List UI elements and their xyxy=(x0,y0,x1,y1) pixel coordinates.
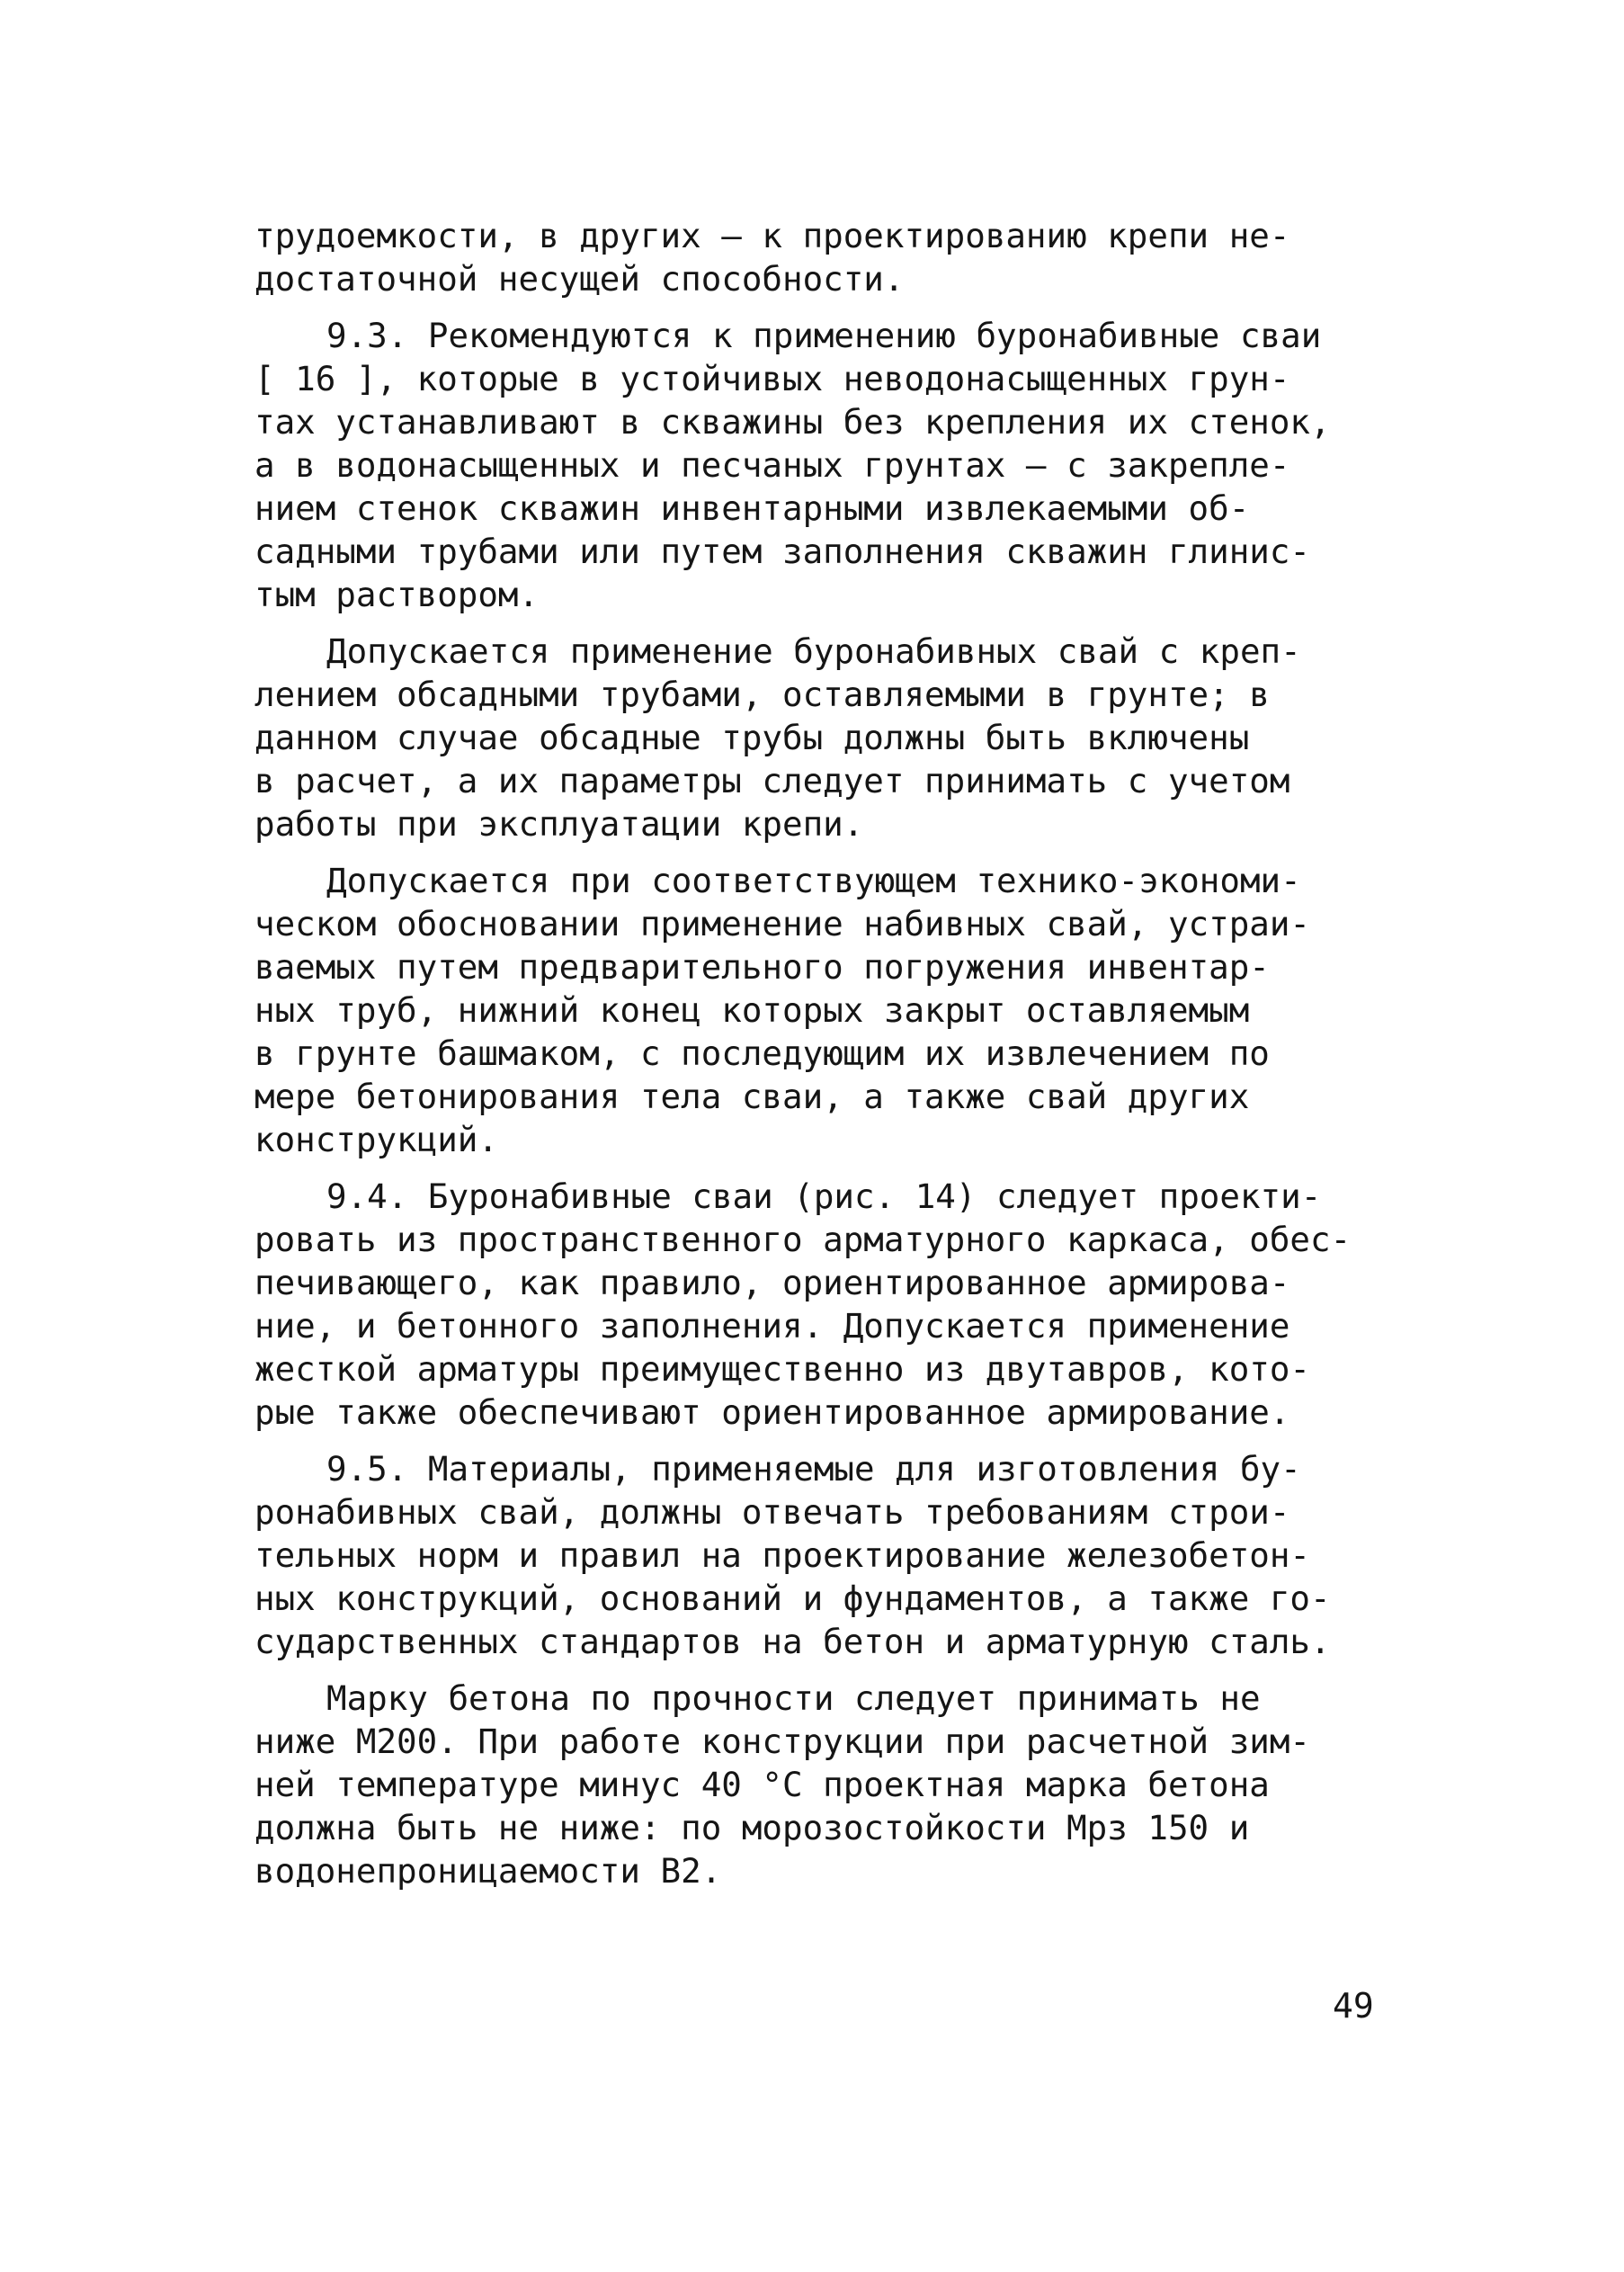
text-line: в грунте башмаком, с последующим их извлечением по xyxy=(254,1033,1270,1073)
text-line: мере бетонирования тела сваи, а также свай других xyxy=(254,1077,1250,1116)
text-line: должна быть не ниже: по морозостойкости Мрз 150 и xyxy=(254,1808,1250,1847)
text-line: ных труб, нижний конец которых закрыт оставляемым xyxy=(254,990,1250,1030)
text-line: печивающего, как правило, ориентированное армирова- xyxy=(254,1263,1290,1302)
text-line: ческом обосновании применение набивных свай, устраи- xyxy=(254,904,1310,944)
text-line: трудоемкости, в других – к проектированию крепи не- xyxy=(254,216,1290,255)
paragraph-start: Марку бетона по прочности следует принимать не xyxy=(326,1678,1261,1718)
paragraph-9-5-start: 9.5. Материалы, применяемые для изготовления бу- xyxy=(326,1449,1301,1489)
text-line: достаточной несущей способности. xyxy=(254,259,905,299)
text-line: тым раствором. xyxy=(254,575,540,614)
text-line: тах устанавливают в скважины без крепления их стенок, xyxy=(254,402,1331,442)
text-line: работы при эксплуатации крепи. xyxy=(254,804,864,844)
text-line: ниже М200. При работе конструкции при расчетной зим- xyxy=(254,1722,1310,1761)
body-text xyxy=(254,214,1450,1892)
text-line: ронабивных свай, должны отвечать требованиям строи- xyxy=(254,1492,1290,1532)
text-line: конструкций. xyxy=(254,1120,498,1159)
text-line: [ 16 ], которые в устойчивых неводонасыщенных грун- xyxy=(254,359,1290,398)
paragraph-9-4-start: 9.4. Буронабивные сваи (рис. 14) следует проекти- xyxy=(326,1176,1322,1216)
text-line: жесткой арматуры преимущественно из двутавров, кото- xyxy=(254,1349,1310,1389)
text-line: ней температуре минус 40 °С проектная марка бетона xyxy=(254,1765,1270,1804)
text-line: в расчет, а их параметры следует принимать с учетом xyxy=(254,761,1290,801)
text-line: рые также обеспечивают ориентированное армирование. xyxy=(254,1392,1290,1432)
paragraph-start: Допускается при соответствующем технико-экономи- xyxy=(326,861,1301,900)
text-line: водонепроницаемости В2. xyxy=(254,1851,722,1891)
text-line: данном случае обсадные трубы должны быть включены xyxy=(254,718,1250,757)
text-line: а в водонасыщенных и песчаных грунтах – с закрепле- xyxy=(254,445,1290,485)
page-number: 49 xyxy=(1333,1986,1374,2026)
text-line: тельных норм и правил на проектирование железобетон- xyxy=(254,1535,1310,1575)
paragraph-start: Допускается применение буронабивных свай с креп- xyxy=(326,631,1301,671)
paragraph-9-3-start: 9.3. Рекомендуются к применению буронабивные сваи xyxy=(326,316,1322,355)
text-line: сударственных стандартов на бетон и арматурную сталь. xyxy=(254,1622,1331,1661)
text-line: ровать из пространственного арматурного каркаса, обес- xyxy=(254,1220,1352,1259)
text-line: ние, и бетонного заполнения. Допускается применение xyxy=(254,1306,1290,1346)
text-line: нием стенок скважин инвентарными извлекаемыми об- xyxy=(254,488,1250,528)
text-line: лением обсадными трубами, оставляемыми в грунте; в xyxy=(254,675,1270,714)
text-line: садными трубами или путем заполнения скважин глинис- xyxy=(254,532,1310,571)
text-line: ваемых путем предварительного погружения инвентар- xyxy=(254,947,1270,987)
text-line: ных конструкций, оснований и фундаментов, а также го- xyxy=(254,1579,1331,1618)
